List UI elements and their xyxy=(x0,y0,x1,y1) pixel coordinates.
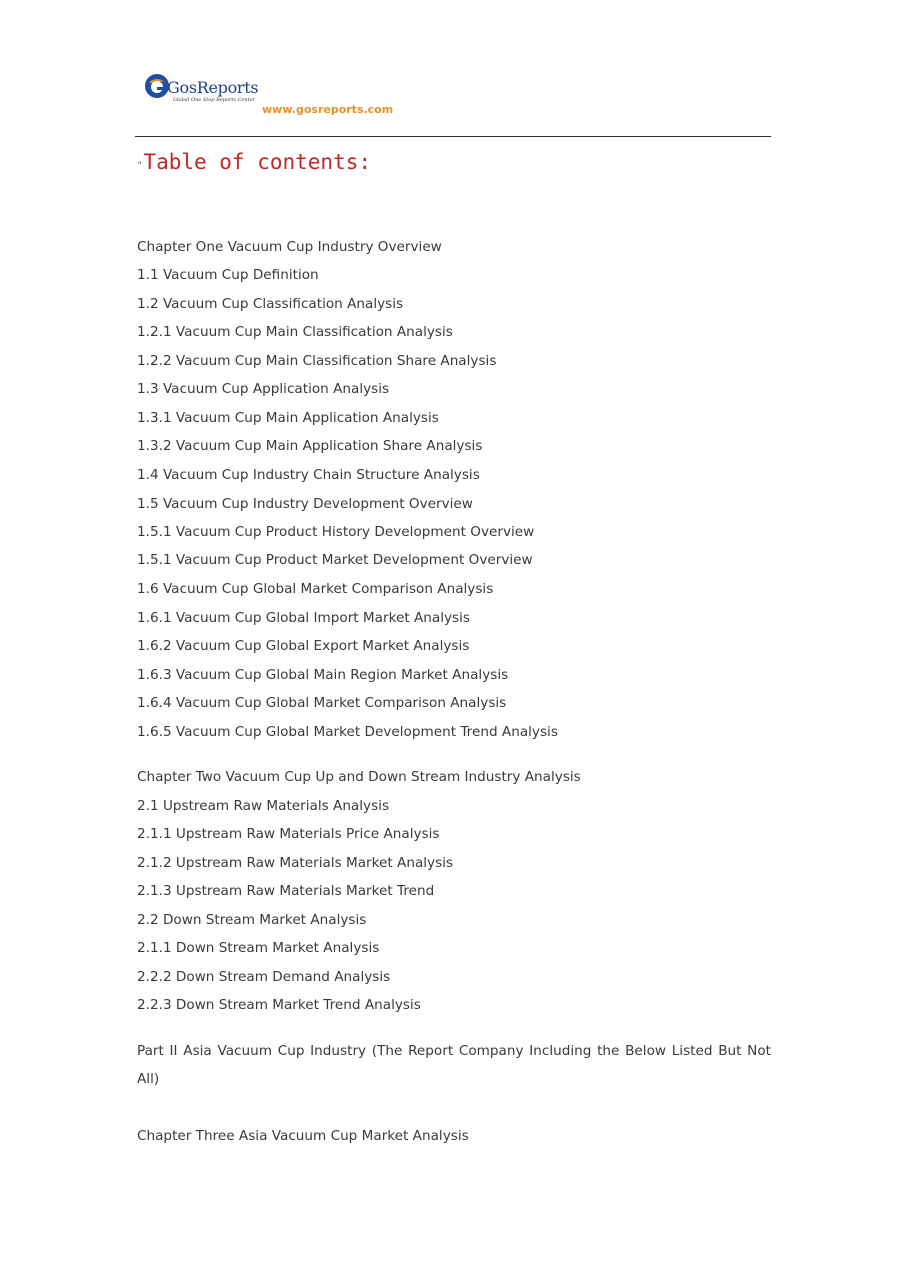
toc-line: 1.6.1 Vacuum Cup Global Import Market Analysis xyxy=(137,610,470,626)
toc-line: 1.5.1 Vacuum Cup Product Market Development Overview xyxy=(137,552,533,568)
website-link[interactable]: www.gosreports.com xyxy=(262,103,394,116)
quote-mark: " xyxy=(137,161,143,171)
logo-name: GosReports xyxy=(167,78,259,97)
toc-line: 2.1.1 Down Stream Market Analysis xyxy=(137,940,380,956)
header-divider xyxy=(135,136,771,137)
toc-line: Chapter One Vacuum Cup Industry Overview xyxy=(137,239,442,255)
toc-line: 2.1.1 Upstream Raw Materials Price Analysis xyxy=(137,826,440,842)
toc-line: 2.1.3 Upstream Raw Materials Market Trend xyxy=(137,883,435,899)
toc-line: Chapter Three Asia Vacuum Cup Market Analysis xyxy=(137,1128,469,1144)
toc-line: 2.1.2 Upstream Raw Materials Market Analysis xyxy=(137,855,454,871)
toc-line: 2.1 Upstream Raw Materials Analysis xyxy=(137,798,390,814)
toc-line: 2.2.3 Down Stream Market Trend Analysis xyxy=(137,997,421,1013)
toc-line: 1.3.1 Vacuum Cup Main Application Analysis xyxy=(137,410,439,426)
logo-tagline: Global One Stop Reports Center xyxy=(173,97,255,103)
gosreports-logo xyxy=(143,70,263,110)
toc-line: 1.6.4 Vacuum Cup Global Market Comparison Analysis xyxy=(137,695,507,711)
toc-line: 1.2.1 Vacuum Cup Main Classification Analysis xyxy=(137,324,453,340)
toc-line: 2.2.2 Down Stream Demand Analysis xyxy=(137,969,391,985)
toc-line: 1.1 Vacuum Cup Definition xyxy=(137,267,319,283)
toc-line: 1.6 Vacuum Cup Global Market Comparison Analysis xyxy=(137,581,494,597)
toc-line: 1.4 Vacuum Cup Industry Chain Structure Analysis xyxy=(137,467,480,483)
toc-line: 1.2 Vacuum Cup Classification Analysis xyxy=(137,296,404,312)
toc-line: 2.2 Down Stream Market Analysis xyxy=(137,912,367,928)
toc-line: Chapter Two Vacuum Cup Up and Down Stream Industry Analysis xyxy=(137,769,581,785)
toc-line: 1.3 Vacuum Cup Application Analysis xyxy=(137,381,390,397)
toc-line: 1.6.2 Vacuum Cup Global Export Market Analysis xyxy=(137,638,470,654)
toc-line: 1.5 Vacuum Cup Industry Development Overview xyxy=(137,496,473,512)
toc-title xyxy=(137,150,371,174)
toc-line: 1.2.2 Vacuum Cup Main Classification Share Analysis xyxy=(137,353,497,369)
toc-part-heading: Part II Asia Vacuum Cup Industry (The Report Company Including the Below Listed But Not All) xyxy=(137,1043,771,1087)
toc-line: 1.6.3 Vacuum Cup Global Main Region Market Analysis xyxy=(137,667,509,683)
toc-line: 1.3.2 Vacuum Cup Main Application Share Analysis xyxy=(137,438,483,454)
toc-title-text: Table of contents: xyxy=(143,150,371,174)
toc-line: 1.6.5 Vacuum Cup Global Market Development Trend Analysis xyxy=(137,724,558,740)
toc-line: 1.5.1 Vacuum Cup Product History Development Overview xyxy=(137,524,535,540)
